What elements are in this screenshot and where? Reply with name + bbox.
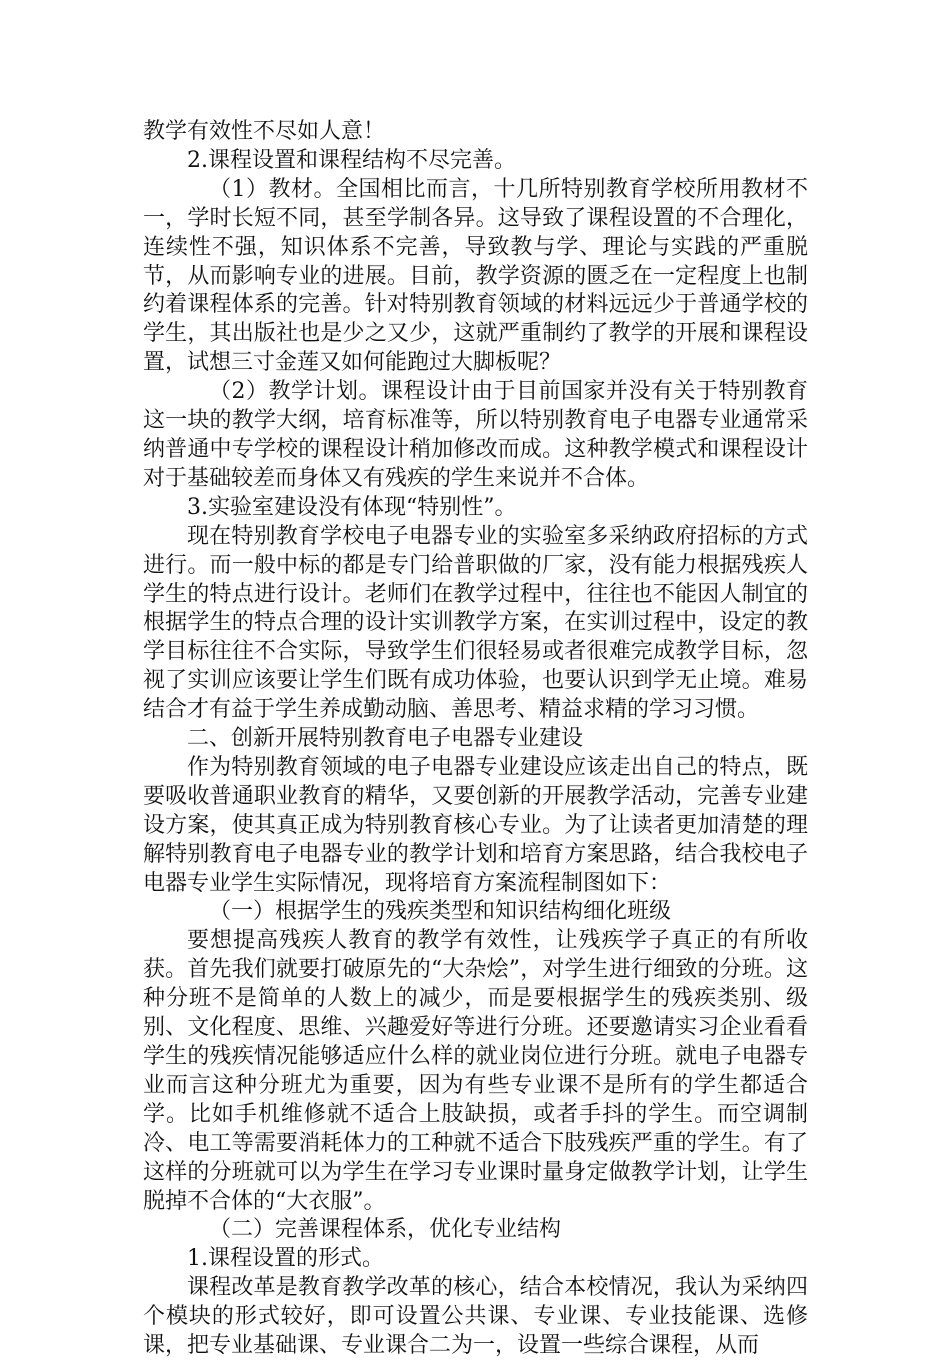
paragraph-teaching-plan: （2）教学计划。课程设计由于目前国家并没有关于特别教育这一块的教学大纲，培育标准等，所以特别教育电子电器专业通常采纳普通中专学校的课程设计稍加修改而成。这种教学模式和课程设计对于基础较差而身体又有残疾的学生来说并不合体。 [143, 379, 808, 491]
paragraph-textbooks: （1）教材。全国相比而言，十几所特别教育学校所用教材不一，学时长短不同，甚至学制各异。这导致了课程设置的不合理化，连续性不强，知识体系不完善，导致教与学、理论与实践的严重脱节，从而影响专业的进展。目前，教学资源的匮乏在一定程度上也制约着课程体系的完善。针对特别教育领域的材料远远少于普通学校的学生，其出版社也是少之又少，这就严重制约了教学的开展和课程设置，试想三寸金莲又如何能跑过大脚板呢？ [143, 176, 808, 376]
section-heading-course-structure: 2.课程设置和课程结构不尽完善。 [187, 147, 516, 173]
paragraph-laboratory: 现在特别教育学校电子电器专业的实验室多采纳政府招标的方式进行。而一般中标的都是专门给普职做的厂家，没有能力根据残疾人学生的特点进行设计。老师们在教学过程中，往往也不能因人制宜的根据学生的特点合理的设计实训教学方案，在实训过程中，设定的教学目标往往不合实际，导致学生们很轻易或者很难完成教学目标，忽视了实训应该要让学生们既有成功体验，也要认识到学无止境。难易结合才有益于学生养成勤动脑、善思考、精益求精的学习习惯。 [143, 523, 808, 723]
subsection-heading-class-division: （一）根据学生的残疾类型和知识结构细化班级 [209, 899, 672, 925]
subsection-heading-curriculum: （二）完善课程体系，优化专业结构 [209, 1217, 562, 1243]
paragraph-course-reform: 课程改革是教育教学改革的核心，结合本校情况，我认为采纳四个模块的形式较好，即可设置公共课、专业课、专业技能课、选修课，把专业基础课、专业课合二为一，设置一些综合课程，从而 [143, 1275, 808, 1359]
section-heading-course-form: 1.课程设置的形式。 [187, 1246, 384, 1272]
paragraph-innovation: 作为特别教育领域的电子电器专业建设应该走出自己的特点，既要吸收普通职业教育的精华，又要创新的开展教学活动，完善专业建设方案，使其真正成为特别教育核心专业。为了让读者更加清楚的理解特别教育电子电器专业的教学计划和培育方案思路，结合我校电子电器专业学生实际情况，现将培育方案流程制图如下： [143, 754, 808, 896]
paragraph-continuation: 教学有效性不尽如人意！ [143, 119, 386, 144]
section-heading-laboratory: 3.实验室建设没有体现“特别性”。 [187, 494, 517, 520]
section-heading-innovation: 二、创新开展特别教育电子电器专业建设 [187, 726, 584, 752]
document-page [143, 118, 808, 1361]
paragraph-class-division: 要想提高残疾人教育的教学有效性，让残疾学子真正的有所收获。首先我们就要打破原先的“大杂烩”，对学生进行细致的分班。这种分班不是简单的人数上的减少，而是要根据学生的残疾类别、级别、文化程度、思维、兴趣爱好等进行分班。还要邀请实习企业看看学生的残疾情况能够适应什么样的就业岗位进行分班。就电子电器专业而言这种分班尤为重要，因为有些专业课不是所有的学生都适合学。比如手机维修就不适合上肢缺损，或者手抖的学生。而空调制冷、电工等需要消耗体力的工种就不适合下肢残疾严重的学生。有了这样的分班就可以为学生在学习专业课时量身定做教学计划，让学生脱掉不合体的“大衣服”。 [143, 928, 808, 1214]
